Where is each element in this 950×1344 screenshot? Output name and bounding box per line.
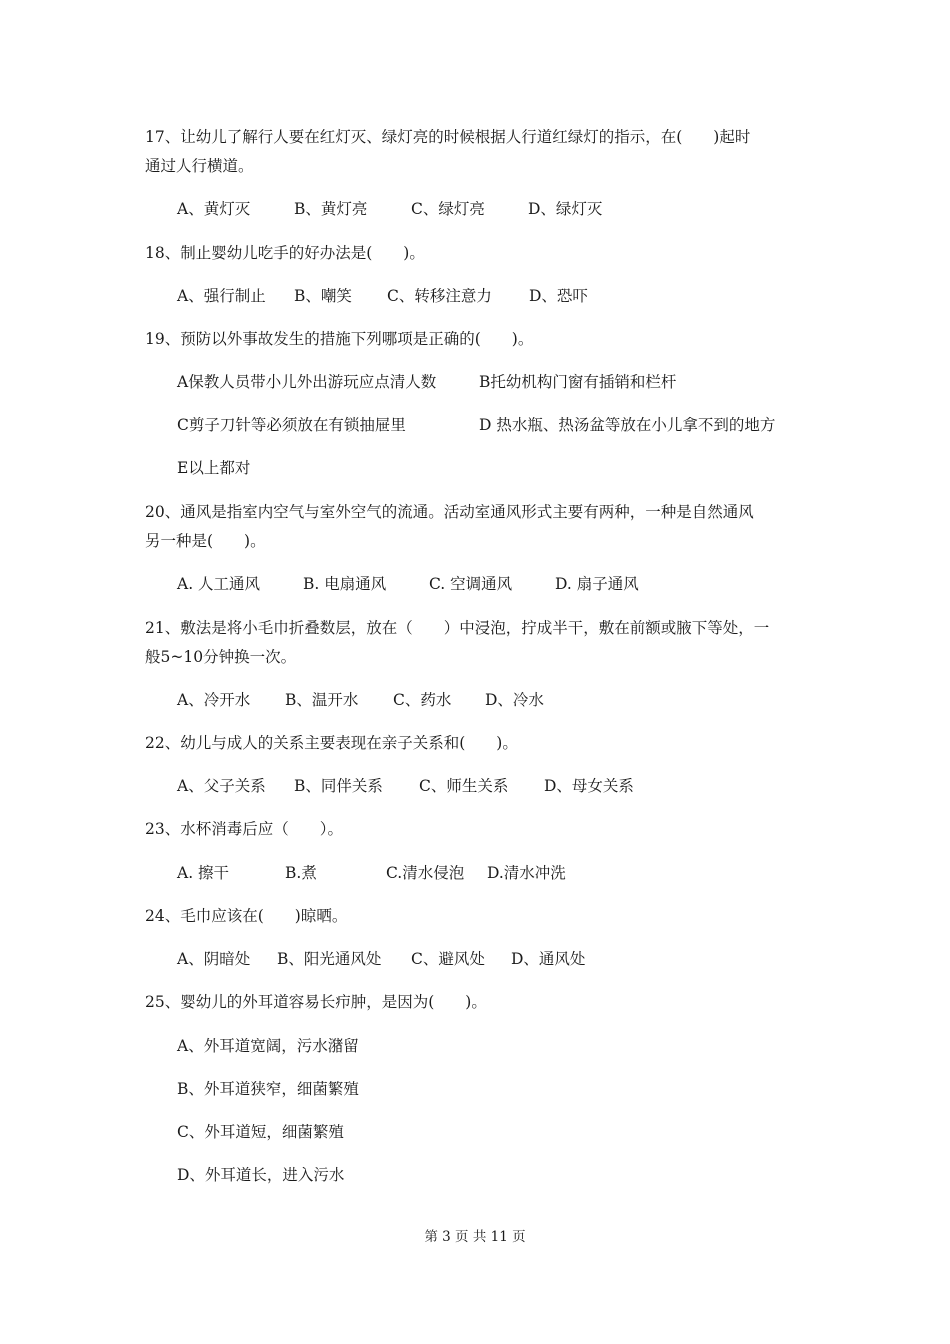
question-18-options: [177, 285, 588, 307]
question-20-option-c: C. 空调通风: [429, 575, 513, 593]
question-21-option-d: D、冷水: [485, 691, 544, 709]
question-21-options: [177, 689, 544, 711]
question-25-stem-line1: 25、婴幼儿的外耳道容易长疖肿，是因为( )。: [145, 993, 487, 1011]
question-19-stem-line1: 19、预防以外事故发生的措施下列哪项是正确的( )。: [145, 330, 534, 348]
question-19-option-d: D 热水瓶、热汤盆等放在小儿拿不到的地方: [479, 416, 776, 434]
question-19-options-row2: [177, 414, 775, 436]
question-17-option-a: A、黄灯灭: [177, 200, 251, 218]
question-21-option-a: A、冷开水: [177, 691, 251, 709]
question-23-option-d: D.清水冲洗: [487, 864, 566, 882]
question-25-option-d: D、外耳道长，进入污水: [177, 1166, 345, 1184]
question-18-stem-line1: 18、制止婴幼儿吃手的好办法是( )。: [145, 244, 425, 262]
question-20-stem-line2: 另一种是( )。: [145, 532, 266, 550]
question-24-stem-line1: 24、毛巾应该在( )晾晒。: [145, 907, 348, 925]
question-20-option-b: B. 电扇通风: [303, 575, 387, 593]
question-21-option-c: C、药水: [393, 691, 452, 709]
question-21-stem-line2: 般5~10分钟换一次。: [145, 648, 297, 666]
question-18-option-c: C、转移注意力: [387, 287, 492, 305]
question-18-option-b: B、嘲笑: [294, 287, 352, 305]
question-19-option-a: A保教人员带小儿外出游玩应点清人数: [177, 373, 437, 391]
question-20-option-a: A. 人工通风: [177, 575, 261, 593]
page-number-footer: 第 3 页 共 11 页: [424, 1229, 526, 1245]
question-21-stem-line1: 21、敷法是将小毛巾折叠数层，放在（ ）中浸泡，拧成半干，敷在前额或腋下等处，一: [145, 619, 770, 637]
question-25-option-a: A、外耳道宽阔，污水潴留: [177, 1037, 359, 1055]
question-24-option-a: A、阴暗处: [177, 950, 251, 968]
question-17-stem-line1: 17、让幼儿了解行人要在红灯灭、绿灯亮的时候根据人行道红绿灯的指示，在( )起时: [145, 128, 751, 146]
question-24-option-b: B、阳光通风处: [277, 950, 382, 968]
question-19-option-e: E以上都对: [177, 459, 251, 477]
question-24-options: [177, 948, 585, 970]
question-18-option-a: A、强行制止: [177, 287, 266, 305]
question-17-stem-line2: 通过人行横道。: [145, 157, 254, 175]
question-22-option-b: B、同伴关系: [294, 777, 383, 795]
question-25-option-c: C、外耳道短，细菌繁殖: [177, 1123, 344, 1141]
question-23-stem-line1: 23、水杯消毒后应（ ）。: [145, 820, 343, 838]
question-22-option-c: C、师生关系: [419, 777, 509, 795]
question-23-option-a: A. 擦干: [177, 864, 230, 882]
question-22-options: [177, 775, 634, 797]
question-23-options: [177, 862, 566, 884]
question-21-option-b: B、温开水: [285, 691, 359, 709]
question-23-option-c: C.清水侵泡: [386, 864, 465, 882]
question-20-option-d: D. 扇子通风: [555, 575, 639, 593]
question-22-option-a: A、父子关系: [177, 777, 266, 795]
question-20-stem-line1: 20、通风是指室内空气与室外空气的流通。活动室通风形式主要有两种，一种是自然通风: [145, 503, 754, 521]
question-17-options: [177, 198, 602, 220]
question-17-option-c: C、绿灯亮: [411, 200, 485, 218]
question-17-option-b: B、黄灯亮: [294, 200, 368, 218]
question-18-option-d: D、恐吓: [529, 287, 588, 305]
question-25-option-b: B、外耳道狭窄，细菌繁殖: [177, 1080, 359, 1098]
question-24-option-c: C、避风处: [411, 950, 485, 968]
question-20-options: [177, 573, 639, 595]
question-22-option-d: D、母女关系: [544, 777, 634, 795]
question-17-option-d: D、绿灯灭: [528, 200, 603, 218]
question-19-option-b: B托幼机构门窗有插销和栏杆: [479, 373, 677, 391]
question-24-option-d: D、通风处: [511, 950, 586, 968]
question-19-options-row1: [177, 371, 676, 393]
question-19-option-c: C剪子刀针等必须放在有锁抽屉里: [177, 416, 406, 434]
question-23-option-b: B.煮: [285, 864, 317, 882]
question-22-stem-line1: 22、幼儿与成人的关系主要表现在亲子关系和( )。: [145, 734, 518, 752]
